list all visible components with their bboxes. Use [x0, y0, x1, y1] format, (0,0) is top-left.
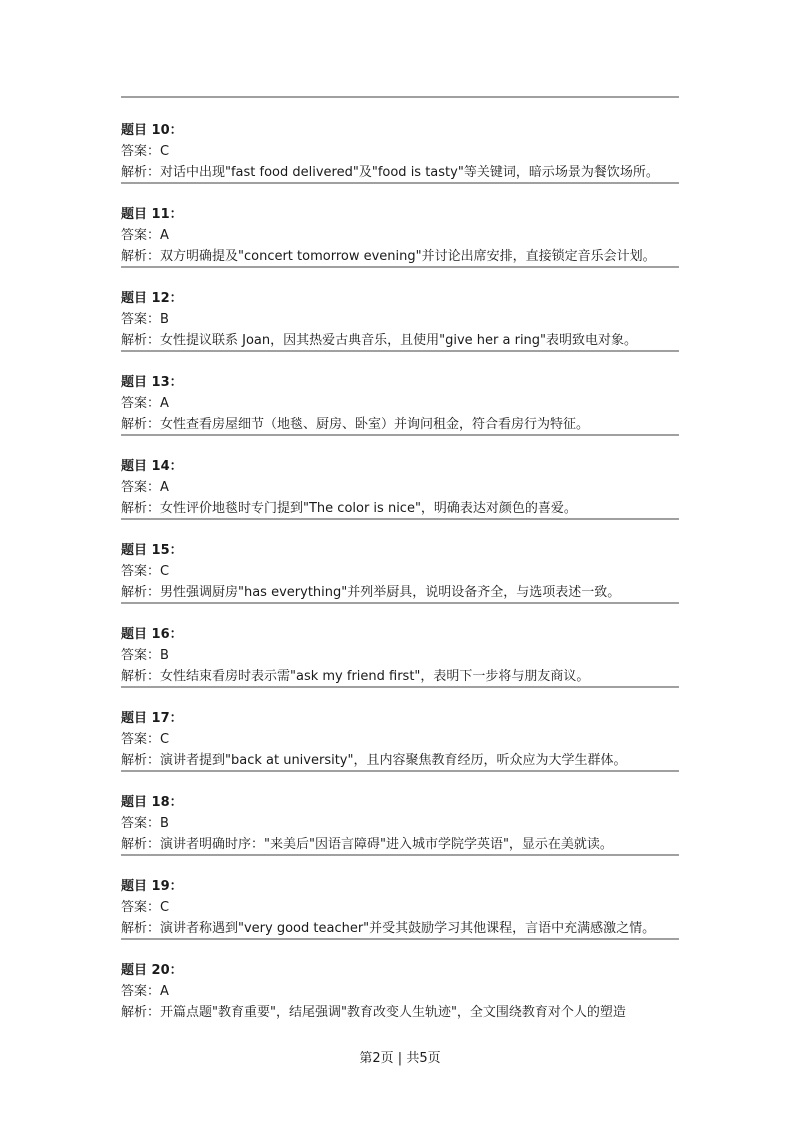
- question-title: 题目 17：: [121, 711, 183, 726]
- page-footer: 第2页 | 共5页: [359, 1051, 441, 1066]
- question-analysis: 解析：双方明确提及"concert tomorrow evening"并讨论出席安排，直接锁定音乐会计划。: [121, 249, 656, 264]
- question-answer: 答案：C: [121, 732, 170, 747]
- question-analysis: 解析：女性结束看房时表示需"ask my friend first"，表明下一步将与朋友商议。: [121, 669, 590, 684]
- question-answer: 答案：C: [121, 144, 170, 159]
- question-answer: 答案：A: [121, 480, 169, 495]
- question-answer: 答案：A: [121, 228, 169, 243]
- question-title: 题目 20：: [121, 963, 183, 978]
- question-analysis: 解析：女性评价地毯时专门提到"The color is nice"，明确表达对颜色的喜爱。: [121, 501, 577, 516]
- divider: [121, 686, 679, 688]
- question-item: [121, 120, 679, 204]
- question-title: 题目 15：: [121, 543, 183, 558]
- question-item: [121, 624, 679, 708]
- divider: [121, 266, 679, 268]
- question-title: 题目 19：: [121, 879, 183, 894]
- question-item: [121, 204, 679, 288]
- question-analysis: 解析：男性强调厨房"has everything"并列举厨具，说明设备齐全，与选项表述一致。: [121, 585, 621, 600]
- question-title: 题目 18：: [121, 795, 183, 810]
- question-title: 题目 16：: [121, 627, 183, 642]
- divider: [121, 854, 679, 856]
- divider: [121, 182, 679, 184]
- top-divider: [121, 96, 679, 98]
- question-item: [121, 876, 679, 960]
- question-answer: 答案：B: [121, 312, 169, 327]
- question-analysis: 解析：演讲者称遇到"very good teacher"并受其鼓励学习其他课程，言语中充满感激之情。: [121, 921, 656, 936]
- question-analysis: 解析：女性提议联系 Joan，因其热爱古典音乐，且使用"give her a ring"表明致电对象。: [121, 333, 638, 348]
- question-title: 题目 13：: [121, 375, 183, 390]
- divider: [121, 602, 679, 604]
- question-item: [121, 792, 679, 876]
- question-answer: 答案：C: [121, 564, 170, 579]
- question-title: 题目 11：: [121, 207, 183, 222]
- question-item: [121, 708, 679, 792]
- question-item: [121, 288, 679, 372]
- question-item: [121, 456, 679, 540]
- question-item: [121, 372, 679, 456]
- question-analysis: 解析：女性查看房屋细节（地毯、厨房、卧室）并询问租金，符合看房行为特征。: [121, 417, 590, 432]
- divider: [121, 938, 679, 940]
- divider: [121, 518, 679, 520]
- question-answer: 答案：B: [121, 816, 169, 831]
- question-title: 题目 10：: [121, 123, 183, 138]
- question-answer: 答案：C: [121, 900, 170, 915]
- question-title: 题目 12：: [121, 291, 183, 306]
- question-analysis: 解析：演讲者明确时序："来美后"因语言障碍"进入城市学院学英语"，显示在美就读。: [121, 837, 613, 852]
- question-answer: 答案：B: [121, 648, 169, 663]
- question-title: 题目 14：: [121, 459, 183, 474]
- question-item: [121, 960, 679, 1044]
- question-answer: 答案：A: [121, 396, 169, 411]
- divider: [121, 434, 679, 436]
- question-answer: 答案：A: [121, 984, 169, 999]
- question-analysis: 解析：开篇点题"教育重要"，结尾强调"教育改变人生轨迹"，全文围绕教育对个人的塑造: [121, 1005, 626, 1020]
- question-analysis: 解析：对话中出现"fast food delivered"及"food is tasty"等关键词，暗示场景为餐饮场所。: [121, 165, 659, 180]
- divider: [121, 350, 679, 352]
- question-list: [121, 120, 679, 1044]
- question-analysis: 解析：演讲者提到"back at university"，且内容聚焦教育经历，听众应为大学生群体。: [121, 753, 627, 768]
- divider: [121, 770, 679, 772]
- question-item: [121, 540, 679, 624]
